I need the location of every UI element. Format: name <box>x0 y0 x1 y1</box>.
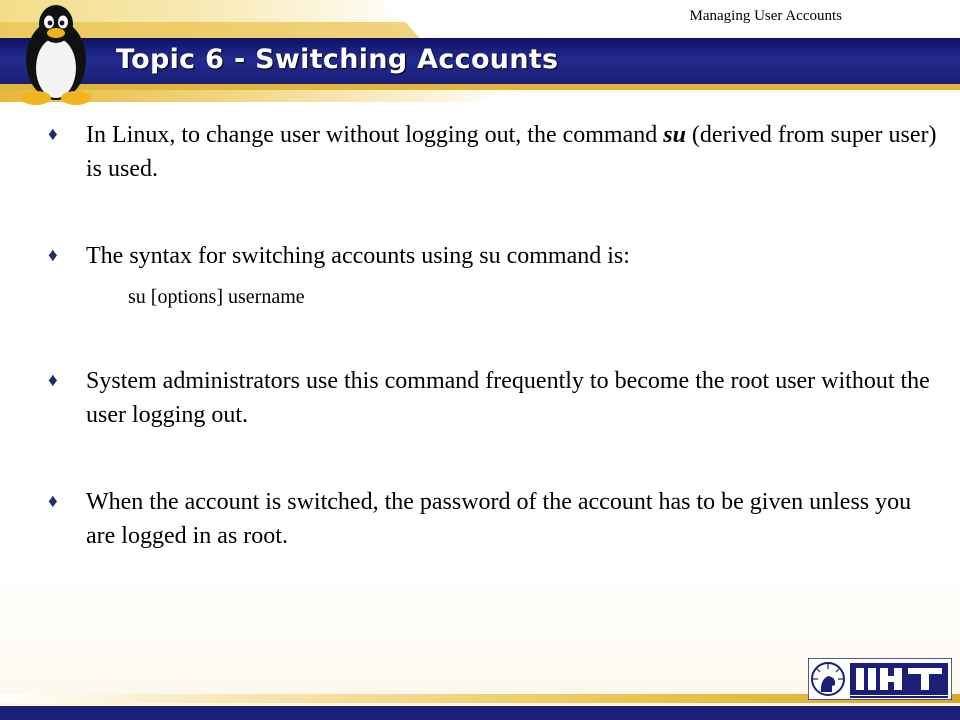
bullet-item <box>48 485 938 553</box>
bullet-item <box>48 364 938 432</box>
header-band <box>0 0 960 110</box>
bullet-text-after: (derived from super user) is used. <box>86 122 937 182</box>
bullet-item <box>48 118 938 186</box>
header-label: Managing User Accounts <box>689 8 842 24</box>
diamond-bullet-icon: ♦ <box>48 124 58 145</box>
bullet-text: System administrators use this command frequently to become the root user without the user logging out. <box>86 368 930 428</box>
header-bottom-accent <box>0 84 960 102</box>
diamond-bullet-icon: ♦ <box>48 370 58 391</box>
iiht-logo-icon <box>808 658 952 700</box>
bullet-item <box>48 239 938 273</box>
bullet-text: When the account is switched, the password of the account has to be given unless you are logged in as root. <box>86 489 912 549</box>
bullet-list <box>48 118 938 553</box>
diamond-bullet-icon: ♦ <box>48 245 58 266</box>
diamond-bullet-icon: ♦ <box>48 491 58 512</box>
bullet-text: The syntax for switching accounts using su command is: <box>86 243 630 269</box>
syntax-line: su [options] username <box>128 286 305 308</box>
command-emphasis: su <box>663 122 686 148</box>
bullet-text-before: In Linux, to change user without logging out, the command <box>86 122 664 148</box>
slide-title: Topic 6 - Switching Accounts <box>116 44 559 75</box>
tux-penguin-icon <box>14 2 98 106</box>
